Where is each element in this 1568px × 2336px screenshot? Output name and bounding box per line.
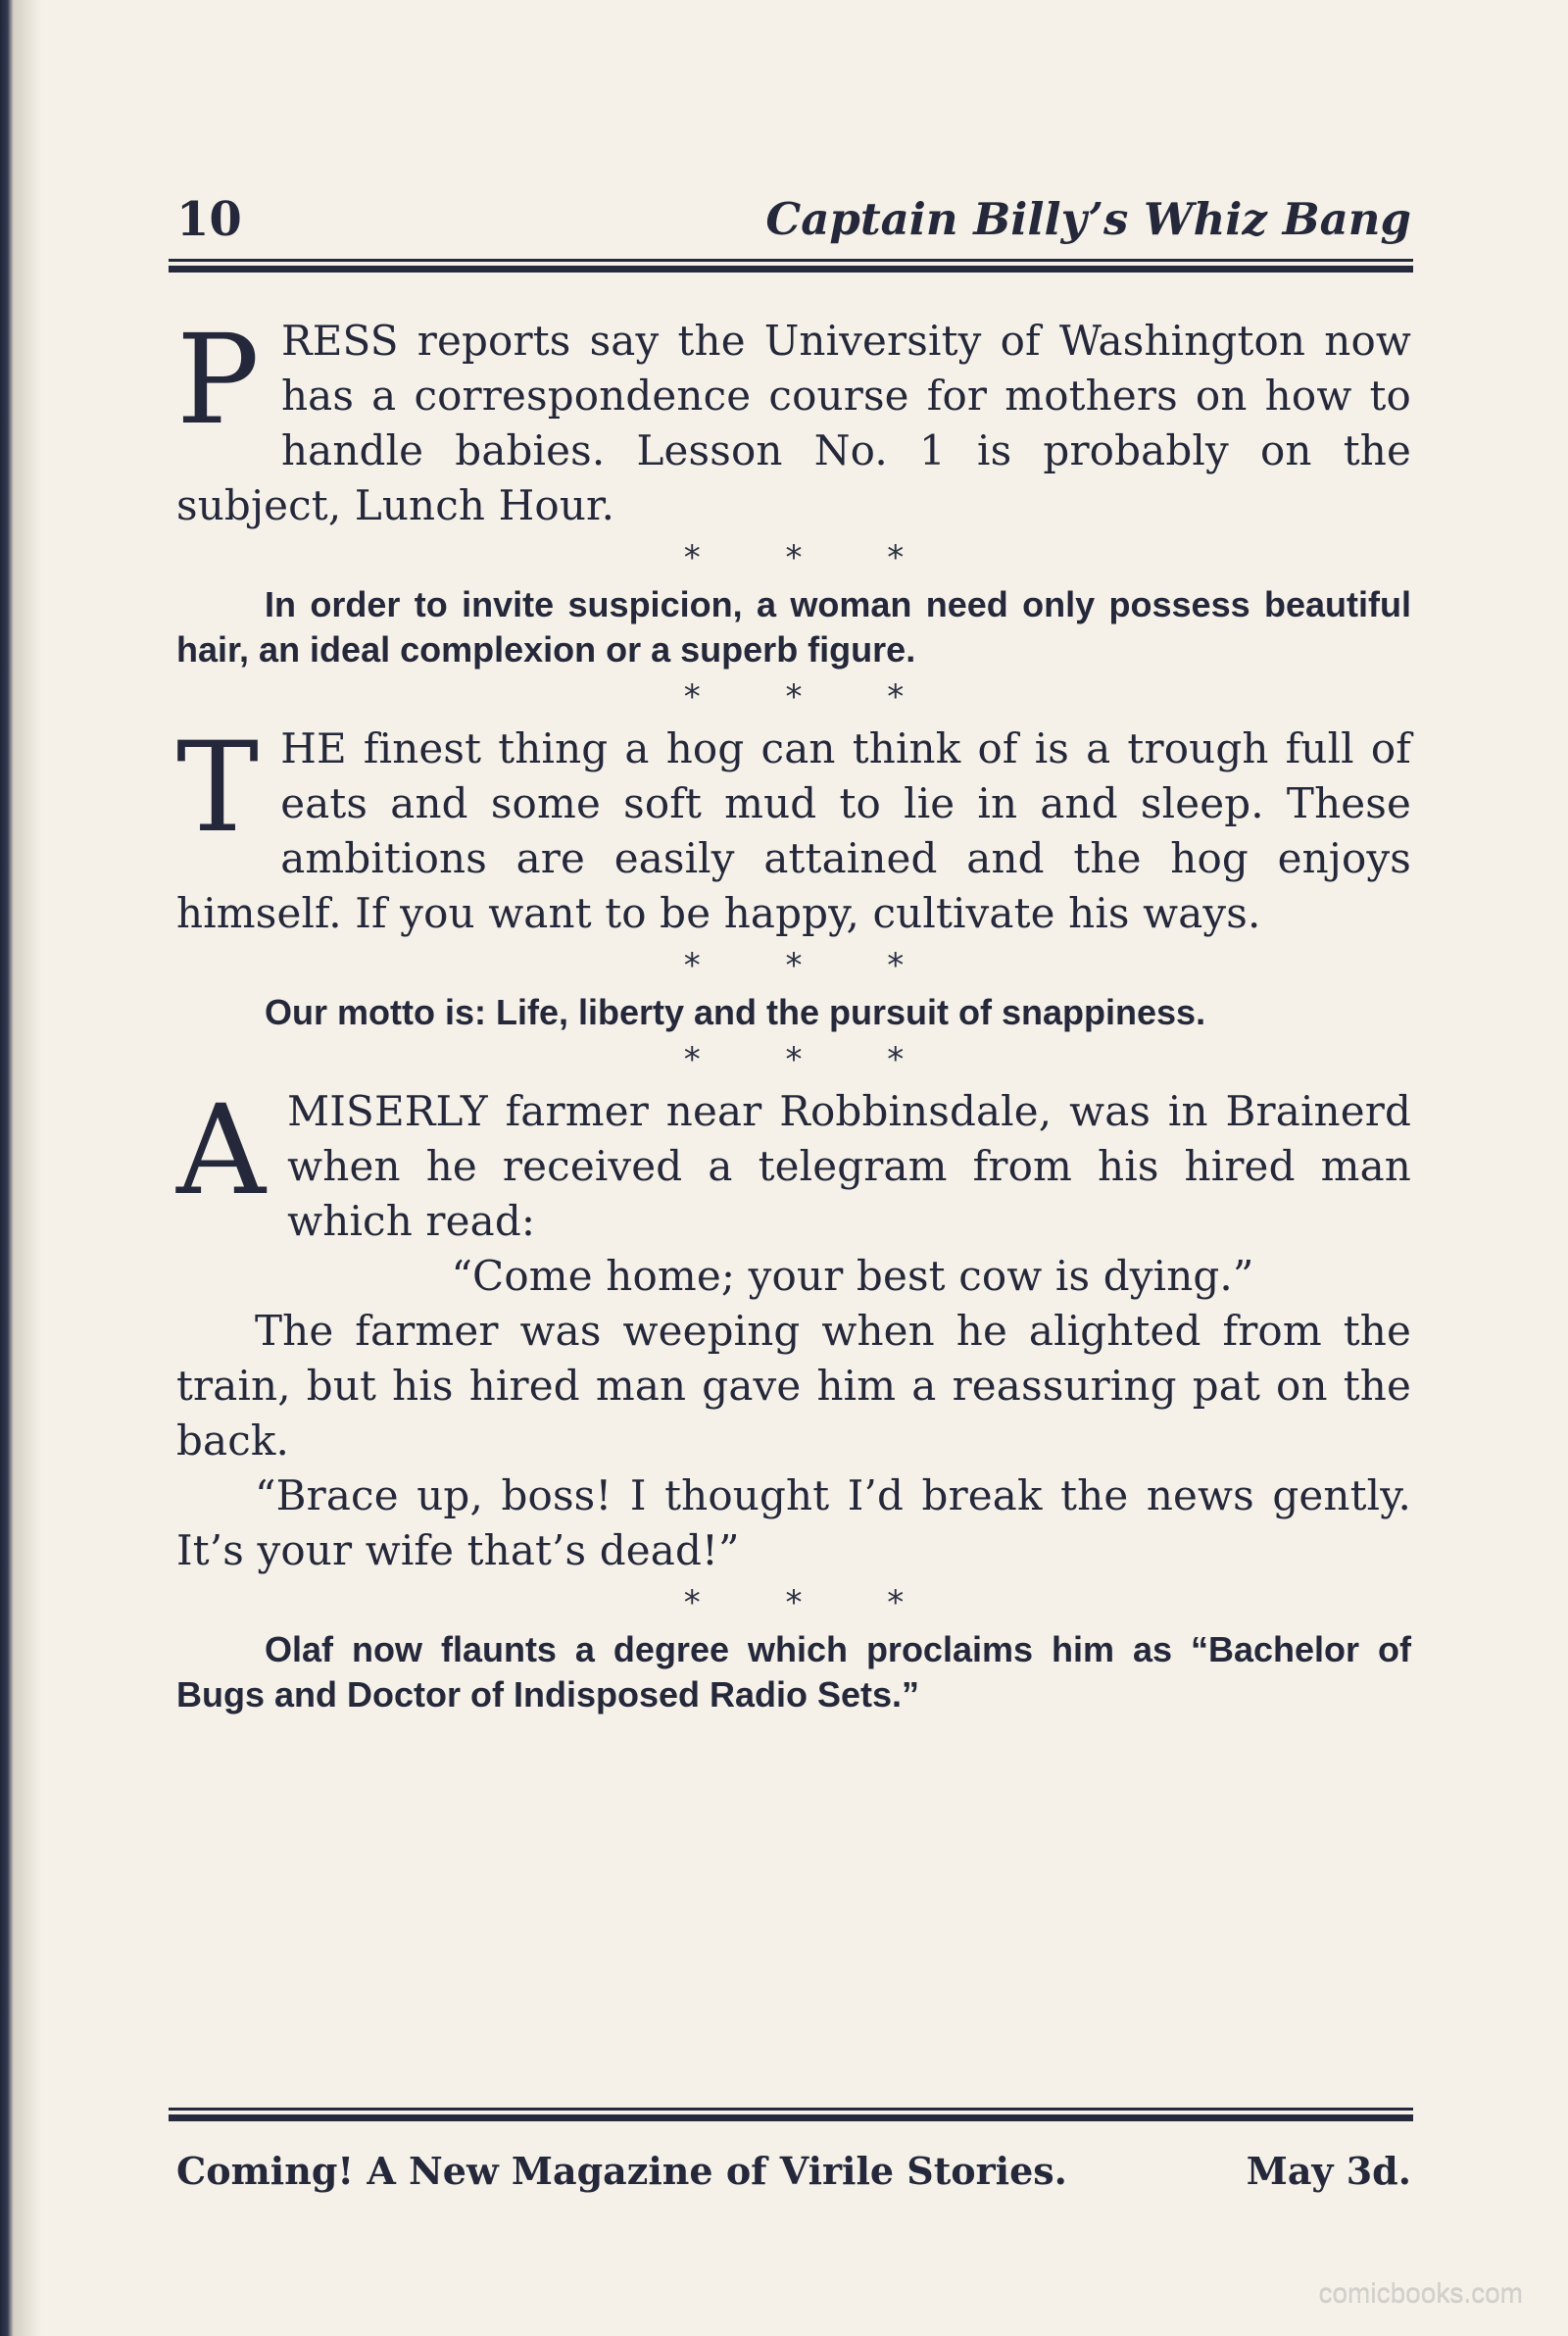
magazine-title: Captain Billy’s Whiz Bang [765, 193, 1411, 245]
footer-announcement [176, 2143, 1411, 2200]
asterisk-separator: * * * [683, 538, 942, 577]
olaf-paragraph: Olaf now flaunts a degree which proclaims him as “Bachelor of Bugs and Doctor of Indisposed Radio Sets.” [176, 1629, 1411, 1715]
top-rule [169, 259, 1413, 274]
press-text: RESS reports say the University of Washington now has a correspondence course for mothers on how to handle babies. Lesson No. 1 is probably on the subject, Lunch Hour. [176, 317, 1411, 529]
farmer-closing: “Brace up, boss! I thought I’d break the news gently. It’s your wife that’s dead!” [176, 1471, 1411, 1574]
footer-announcement-text: Coming! A New Magazine of Virile Stories. [176, 2149, 1067, 2193]
page-spine [0, 0, 14, 2336]
telegram-message: “Come home; your best cow is dying.” [451, 1252, 1254, 1300]
asterisk-separator: * * * [683, 1583, 942, 1622]
asterisk-separator: * * * [683, 946, 942, 985]
drop-cap: A [176, 1078, 267, 1222]
drop-cap: T [176, 716, 260, 860]
bottom-rule [169, 2108, 1413, 2123]
suspicion-paragraph: In order to invite suspicion, a woman need only possess beautiful hair, an ideal complexion or a superb figure. [176, 584, 1411, 670]
page-shadow [14, 0, 41, 2336]
motto-paragraph: Our motto is: Life, liberty and the pursuit of snappiness. [265, 992, 1206, 1032]
footer-date: May 3d. [1246, 2149, 1411, 2193]
hog-paragraph [176, 716, 1411, 941]
hog-text: HE finest thing a hog can think of is a trough full of eats and some soft mud to lie in and sleep. These ambitions are easily attained and the hog enjoys himself. If you want to be happy, cultivate his ways. [176, 724, 1411, 937]
watermark: comicbooks.com [1318, 2277, 1523, 2308]
press-paragraph [176, 308, 1411, 533]
running-head [176, 188, 1411, 251]
farmer-story [176, 1078, 1411, 1578]
asterisk-separator: * * * [683, 1040, 942, 1079]
page-number: 10 [176, 192, 242, 247]
page-content [176, 308, 1411, 1717]
asterisk-separator: * * * [683, 677, 942, 717]
farmer-intro: MISERLY farmer near Robbinsdale, was in Brainerd when he received a telegram from his hired man which read: [287, 1087, 1411, 1245]
farmer-middle: The farmer was weeping when he alighted from the train, but his hired man gave him a reassuring pat on the back. [176, 1307, 1411, 1465]
drop-cap: P [176, 308, 260, 452]
